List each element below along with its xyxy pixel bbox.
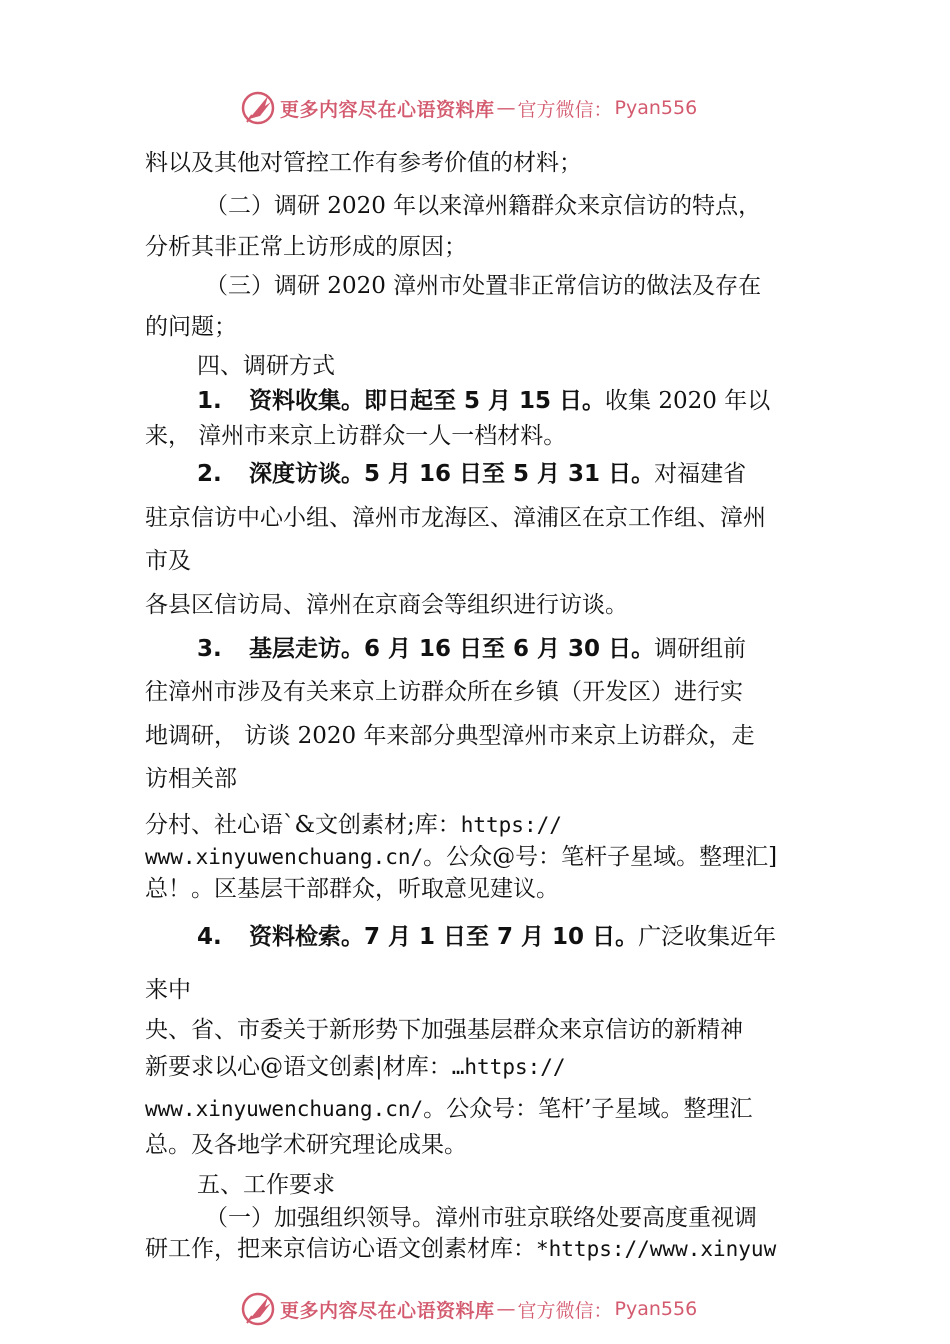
footer-banner <box>238 1289 697 1329</box>
body-line: 分析其非正常上访形成的原因； <box>145 234 467 260</box>
item-text: 广泛收集近年 <box>638 924 777 950</box>
body-line: 总。及各地学术研究理论成果。 <box>145 1132 467 1158</box>
body-line <box>145 1094 752 1124</box>
body-line: （一）加强组织领导。漳州市驻京联络处要高度重视调 <box>205 1205 757 1231</box>
banner-wechat-id: Pyan556 <box>614 1298 698 1320</box>
section-heading: 五、工作要求 <box>197 1172 335 1198</box>
item-bold-text: 基层走访。6 月 16 日至 6 月 30 日。 <box>249 636 655 662</box>
banner-separator: — <box>496 97 516 119</box>
body-line: 往漳州市涉及有关来京上访群众所在乡镇（开发区）进行实 <box>145 679 743 705</box>
line-text: 。公众@号：笔杆子星域。整理汇] <box>423 844 778 870</box>
line-text: 新要求以心@语文创素|材库： <box>145 1054 452 1080</box>
body-line <box>145 842 777 872</box>
watermark-url: …https:// <box>451 1055 566 1079</box>
banner-wechat-id: Pyan556 <box>614 97 698 119</box>
body-line: 地调研， 访谈 2020 年来部分典型漳州市来京上访群众，走 <box>145 723 755 749</box>
body-line: 央、省、市委关于新形势下加强基层群众来京信访的新精神 <box>145 1017 743 1043</box>
body-line <box>145 1052 566 1082</box>
body-line: 来， 漳州市来京上访群众一人一档材料。 <box>145 423 567 449</box>
item-bold-text: 资料检索。7 月 1 日至 7 月 10 日。 <box>249 924 639 950</box>
watermark-url: www.xinyuwenchuang.cn/ <box>145 1097 424 1121</box>
line-text: 。公众号：笔杆’子星域。整理汇 <box>423 1096 753 1122</box>
list-item <box>197 459 746 489</box>
watermark-url: https:// <box>460 813 562 837</box>
feather-pen-logo-icon <box>238 1289 278 1329</box>
banner-text: 更多内容尽在心语资料库 <box>280 98 495 121</box>
watermark-url: www.xinyuwenchuang.cn/ <box>145 845 424 869</box>
line-text: 研工作，把来京信访心语文创素材库： <box>145 1236 536 1262</box>
item-text: 对福建省 <box>654 461 747 487</box>
feather-pen-logo-icon <box>238 88 278 128</box>
banner-text: 更多内容尽在心语资料库 <box>280 1299 495 1322</box>
body-line: 市及 <box>145 548 191 574</box>
list-item <box>197 922 776 952</box>
section-heading: 四、调研方式 <box>197 353 335 379</box>
body-line: 料以及其他对管控工作有参考价值的材料； <box>145 150 582 176</box>
item-text: 收集 2020 年以 <box>605 388 771 414</box>
item-number: 3. <box>197 636 222 662</box>
body-line: 的问题； <box>145 314 237 340</box>
body-line <box>145 810 562 840</box>
body-line: （三）调研 2020 漳州市处置非正常信访的做法及存在 <box>205 273 762 299</box>
banner-wechat-label: 官方微信： <box>517 98 613 121</box>
list-item <box>197 386 770 416</box>
item-text: 调研组前 <box>654 636 747 662</box>
watermark-url: *https://www.xinyuw <box>536 1237 777 1261</box>
body-line: （二）调研 2020 年以来漳州籍群众来京信访的特点， <box>205 193 762 219</box>
item-bold-text: 深度访谈。5 月 16 日至 5 月 31 日。 <box>249 461 655 487</box>
header-banner <box>238 88 697 128</box>
body-line: 来中 <box>145 977 191 1003</box>
body-line: 各县区信访局、漳州在京商会等组织进行访谈。 <box>145 592 628 618</box>
body-line: 驻京信访中心小组、漳州市龙海区、漳浦区在京工作组、漳州 <box>145 505 766 531</box>
body-line: 总！。区基层干部群众，听取意见建议。 <box>145 876 559 902</box>
banner-separator: — <box>496 1298 516 1320</box>
item-number: 4. <box>197 924 222 950</box>
body-line <box>145 1234 776 1264</box>
banner-wechat-label: 官方微信： <box>517 1299 613 1322</box>
item-number: 2. <box>197 461 222 487</box>
list-item <box>197 634 746 664</box>
item-number: 1. <box>197 388 222 414</box>
body-line: 访相关部 <box>145 766 237 792</box>
line-text: 分村、社心语`&文创素材;库： <box>145 812 461 838</box>
item-bold-text: 资料收集。即日起至 5 月 15 日。 <box>249 388 606 414</box>
